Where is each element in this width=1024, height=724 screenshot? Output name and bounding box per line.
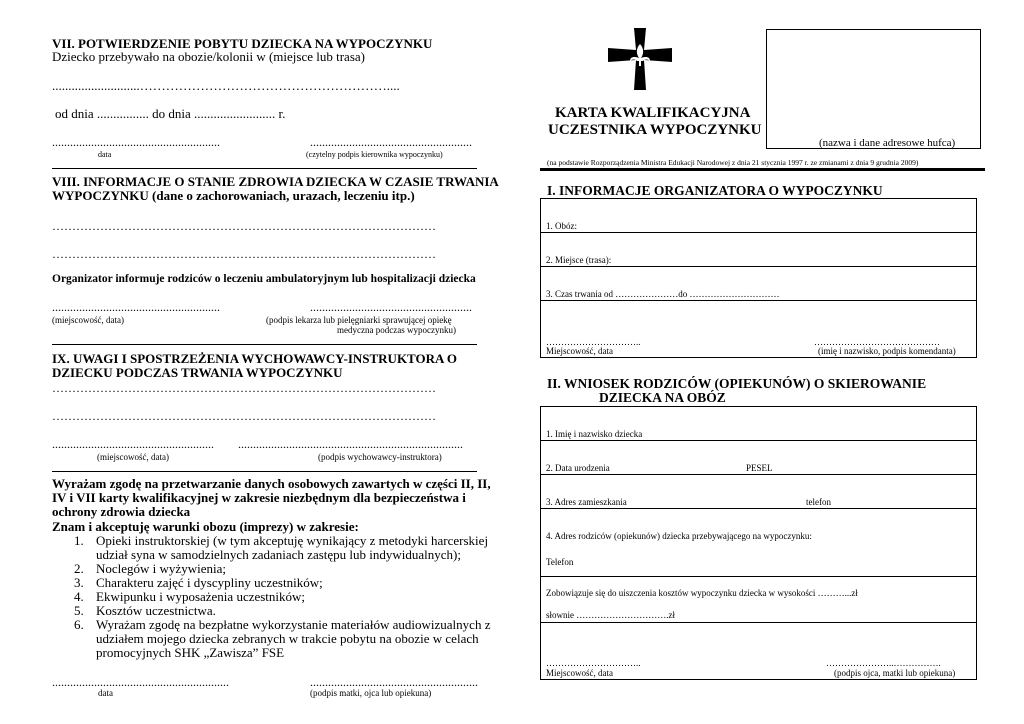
camp-label: 1. Obóz: (546, 221, 577, 231)
place-row[interactable] (541, 233, 976, 267)
s8-date-caption: (miejscowość, data) (52, 315, 124, 325)
consent-date-caption: data (98, 688, 113, 698)
address-row[interactable] (541, 475, 976, 509)
hufiec-stamp-box[interactable] (766, 29, 981, 149)
s7-signature-field[interactable]: ...................................................... (310, 135, 472, 149)
s2-signature-caption: (podpis ojca, matki lub opiekuna) (834, 668, 956, 678)
condition-text: Wyrażam zgodę na bezpłatne wykorzystanie materiałów audiowizualnych z (96, 617, 491, 632)
s1-date-caption: Miejscowość, data (546, 346, 613, 356)
s8-signature-caption-line2: medyczna podczas wypoczynku) (337, 325, 456, 335)
section-ix-title-line2: DZIECKU PODCZAS TRWANIA WYPOCZYNKU (52, 365, 343, 380)
condition-text: Ekwipunku i wyposażenia uczestników; (96, 589, 306, 604)
divider (52, 471, 477, 472)
child-name-label: 1. Imię i nazwisko dziecka (546, 429, 643, 439)
pesel-label: PESEL (746, 463, 773, 473)
s8-date-field[interactable]: ........................................................ (52, 300, 220, 314)
section-ii-title-line2: DZIECKA NA OBÓZ (599, 390, 726, 405)
condition-text-cont: udziałem mojego dziecka zebranych w trakcie pobytu na obozie w celach (96, 631, 479, 646)
health-info-field-2[interactable]: …………………………………………………………………………………… (52, 247, 436, 261)
s9-date-caption: (miejscowość, data) (97, 452, 169, 462)
stay-place-field[interactable]: ...........................………………………………………………….... (52, 78, 400, 93)
duration-row[interactable] (541, 267, 976, 301)
s9-signature-field[interactable]: ........................................................................... (238, 437, 463, 451)
s8-signature-caption-line1: (podpis lekarza lub pielęgniarki sprawującej opiekę (266, 315, 452, 325)
condition-text-cont: udział syna w samodzielnych zadaniach zastępu lub indywidualnych); (96, 547, 461, 562)
section-i-title: I. INFORMACJE ORGANIZATORA O WYPOCZYNKU (547, 183, 883, 198)
condition-text-cont: promocyjnych SHK „Zawisza” FSE (96, 645, 285, 660)
condition-number: 3. (74, 575, 84, 590)
condition-text: Noclegów i wyżywienia; (96, 561, 226, 576)
stay-dates-field[interactable]: od dnia ................ do dnia ......................... r. (55, 106, 286, 121)
remarks-field-2[interactable]: …………………………………………………………………………………… (52, 409, 436, 423)
costs-row[interactable] (541, 577, 976, 623)
condition-number: 5. (74, 603, 84, 618)
birthdate-label: 2. Data urodzenia (546, 463, 610, 473)
s1-signature-caption: (imię i nazwisko, podpis komendanta) (818, 346, 956, 356)
hufiec-caption: (nazwa i dane adresowe hufca) (819, 137, 956, 149)
parents-address-row[interactable] (541, 509, 976, 577)
condition-text: Opieki instruktorskiej (w tym akceptuję wynikający z metodyki harcerskiej (96, 533, 489, 548)
phone-label: telefon (806, 497, 831, 507)
section-vii-title: VII. POTWIERDZENIE POBYTU DZIECKA NA WYPOCZYNKU (52, 36, 433, 51)
s9-date-field[interactable]: ...................................................... (52, 437, 214, 451)
costs-words-label: słownie ………………………….zł (546, 610, 675, 620)
condition-number: 6. (74, 617, 84, 632)
consent-line3: ochrony zdrowia dziecka (52, 504, 191, 519)
s2-date-caption: Miejscowość, data (546, 668, 613, 678)
birthdate-row[interactable] (541, 441, 976, 475)
s2-date-field[interactable]: ………………………….. (546, 658, 641, 668)
card-title-line2: UCZESTNIKA WYPOCZYNKU (548, 122, 762, 138)
s1-signature-field[interactable]: …………………………………… (814, 337, 940, 347)
section-ii-title-line1: II. WNIOSEK RODZICÓW (OPIEKUNÓW) O SKIEROWANIE (547, 376, 927, 391)
s7-date-caption: data (98, 150, 112, 159)
s7-signature-caption: (czytelny podpis kierownika wypoczynku) (306, 150, 443, 159)
section-ix-title-line1: IX. UWAGI I SPOSTRZEŻENIA WYCHOWAWCY-INSTRUKTORA O (52, 351, 458, 366)
section-ii-form (540, 406, 977, 680)
section-i-form (540, 198, 977, 358)
legal-basis-note: (na podstawie Rozporządzenia Ministra Edukacji Narodowej z dnia 21 stycznia 1997 r. ze zmianami z dnia 9 grudnia 2009) (547, 158, 919, 167)
costs-amount-label: Zobowiązuje się do uiszczenia kosztów wypoczynku dziecka w wysokości ………...zł (546, 588, 858, 598)
section-viii-title-line1: VIII. INFORMACJE O STANIE ZDROWIA DZIECKA W CZASIE TRWANIA (52, 174, 499, 189)
consent-line1: Wyrażam zgodę na przetwarzanie danych osobowych zawartych w części II, II, (52, 476, 491, 491)
address-label: 3. Adres zamieszkania (546, 497, 627, 507)
remarks-field-1[interactable]: …………………………………………………………………………………… (52, 381, 436, 395)
card-title-line1: KARTA KWALIFIKACYJNA (555, 105, 751, 121)
health-info-field-1[interactable]: …………………………………………………………………………………… (52, 219, 436, 233)
condition-number: 1. (74, 533, 84, 548)
s7-date-field[interactable]: ........................................................ (52, 135, 220, 149)
divider (52, 344, 477, 345)
divider (52, 168, 477, 169)
stay-place-label: Dziecko przebywało na obozie/kolonii w (miejsce lub trasa) (52, 49, 365, 64)
consent-signature-field[interactable]: ........................................................ (310, 675, 478, 689)
conditions-heading: Znam i akceptuję warunki obozu (imprezy) w zakresie: (52, 519, 359, 534)
organizer-info-note: Organizator informuje rodziców o leczeniu ambulatoryjnym lub hospitalizacji dziecka (52, 273, 476, 285)
consent-signature-caption: (podpis matki, ojca lub opiekuna) (310, 688, 432, 698)
scout-cross-emblem-icon (608, 28, 672, 90)
child-name-row[interactable] (541, 407, 976, 441)
camp-row[interactable] (541, 199, 976, 233)
s1-date-field[interactable]: ………………………….. (546, 337, 641, 347)
condition-text: Charakteru zajęć i dyscypliny uczestników; (96, 575, 323, 590)
s9-signature-caption: (podpis wychowawcy-instruktora) (318, 452, 442, 462)
place-label: 2. Miejsce (trasa): (546, 255, 612, 265)
consent-line2: IV i VII karty kwalifikacyjnej w zakresie niezbędnym dla bezpieczeństwa i (52, 490, 466, 505)
thick-divider (540, 168, 985, 171)
condition-number: 2. (74, 561, 84, 576)
condition-number: 4. (74, 589, 84, 604)
parents-phone-label: Telefon (546, 557, 574, 567)
duration-label: 3. Czas trwania od …………………do ………………………… (546, 289, 780, 299)
consent-date-field[interactable]: ........................................................... (52, 675, 229, 689)
s2-signature-field[interactable]: …………………..……………. (826, 658, 941, 668)
section-viii-title-line2: WYPOCZYNKU (dane o zachorowaniach, urazach, leczeniu itp.) (52, 188, 415, 203)
parents-address-label: 4. Adres rodziców (opiekunów) dziecka przebywającego na wypoczynku: (546, 531, 812, 541)
condition-text: Kosztów uczestnictwa. (96, 603, 216, 618)
s8-signature-field[interactable]: ...................................................... (310, 300, 472, 314)
